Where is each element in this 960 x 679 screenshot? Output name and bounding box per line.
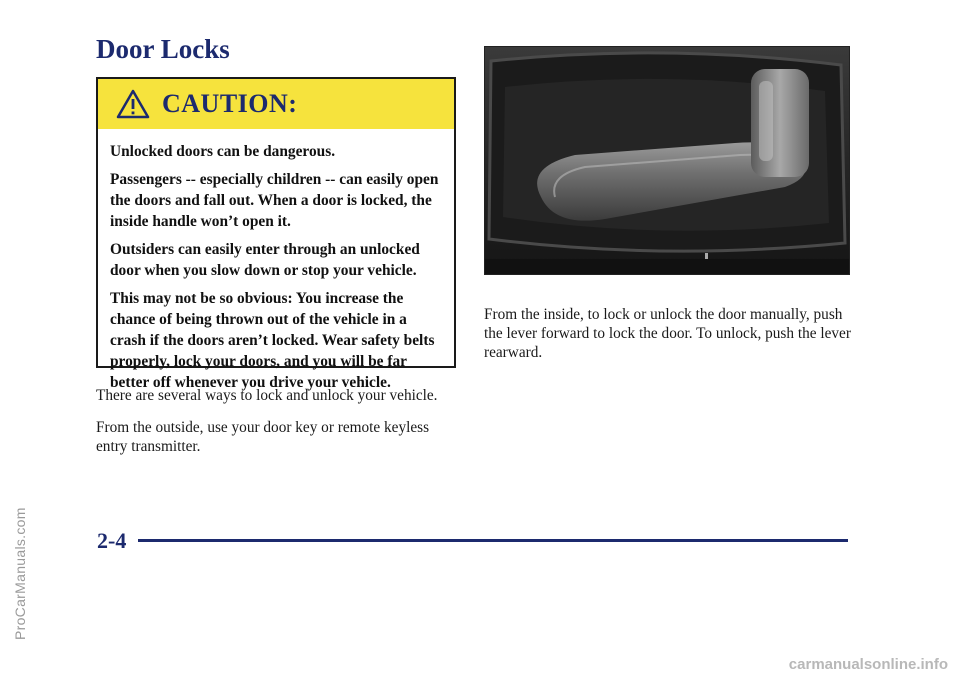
caution-label: CAUTION: [162,89,298,118]
body-paragraph: There are several ways to lock and unlock your vehicle. [96,387,438,404]
caution-box [96,77,456,391]
caution-body [98,129,454,393]
body-paragraph: From the outside, use your door key or remote keyless entry transmitter. [96,419,430,455]
page-number: 2-4 [97,528,127,553]
door-handle-photo [484,46,850,275]
caution-header [98,79,454,129]
watermark-bottom: carmanualsonline.info [788,656,948,673]
footer-rule [138,539,848,542]
caution-paragraph: Unlocked doors can be dangerous. [110,143,336,160]
watermark-side: ProCarManuals.com [12,507,28,640]
caution-paragraph: Passengers -- especially children -- can easily open the doors and fall out. When a door is locked, the inside handle won’t open it. [110,171,439,230]
caution-paragraph: This may not be so obvious: You increase the chance of being thrown out of the vehicle in a crash if the doors aren’t locked. Wear safety belts properly, lock your doors, and you will be far better off whenever you drive your vehicle. [110,290,435,391]
page-title: Door Locks [96,34,230,64]
caution-paragraph: Outsiders can easily enter through an unlocked door when you slow down or stop your vehicle. [110,241,420,279]
body-paragraph: From the inside, to lock or unlock the door manually, push the lever forward to lock the door. To unlock, push the lever rearward. [484,306,851,361]
warning-triangle-icon [116,89,150,119]
